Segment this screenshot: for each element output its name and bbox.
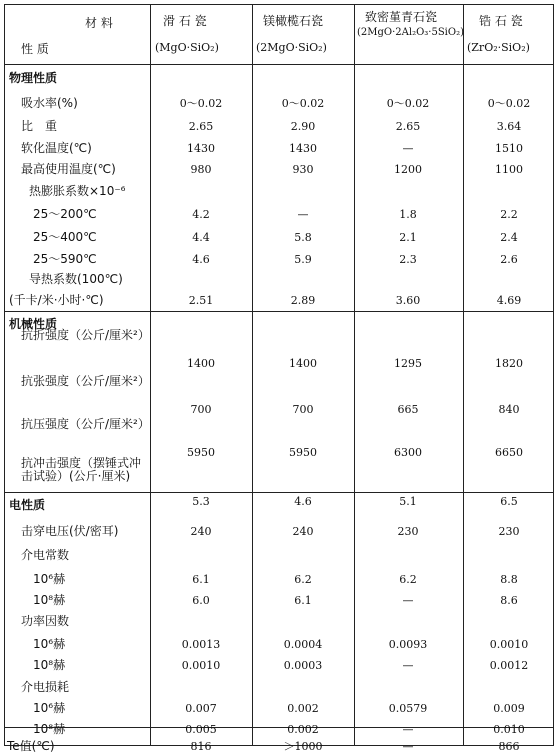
table-cell: 0.0579 — [388, 702, 428, 715]
row-label: 抗冲击强度（摆锤式冲击试验）(公斤·厘米) — [21, 456, 142, 483]
row-label: 10⁸赫 — [33, 658, 66, 672]
row-label: 10⁸赫 — [33, 722, 66, 736]
row-label: 抗折强度（公斤/厘米²） — [21, 328, 150, 342]
row-label: 10⁶赫 — [33, 572, 66, 586]
table-cell: 1295 — [394, 357, 422, 370]
header-corner-bottom: 性 质 — [21, 42, 49, 56]
table-cell: 2.51 — [188, 294, 214, 307]
table-cell: 700 — [190, 403, 212, 416]
properties-table — [4, 4, 554, 753]
table-cell: 2.89 — [290, 294, 316, 307]
row-label: 25～400℃ — [33, 230, 97, 244]
table-cell: 4.6 — [192, 253, 210, 266]
row-label: 25～200℃ — [33, 207, 97, 221]
table-cell: — — [402, 740, 414, 753]
table-cell: 2.65 — [395, 120, 421, 133]
table-cell: 230 — [397, 525, 419, 538]
table-cell: 0.002 — [287, 723, 319, 736]
table-cell: 0.0012 — [489, 659, 529, 672]
table-cell: 0.002 — [287, 702, 319, 715]
table-cell: 0.0013 — [181, 638, 221, 651]
row-label: 功率因数 — [21, 614, 70, 628]
table-cell: 840 — [498, 403, 520, 416]
table-cell: 0.007 — [185, 702, 217, 715]
column-header-cordierite: 致密堇青石瓷 — [365, 10, 438, 24]
table-cell: 0.0010 — [181, 659, 221, 672]
table-cell: — — [297, 208, 309, 221]
section-title-electrical: 电性质 — [9, 498, 46, 512]
table-cell: 1820 — [495, 357, 523, 370]
row-label: (千卡/米·小时·℃) — [9, 293, 104, 307]
table-cell: 2.65 — [188, 120, 214, 133]
table-cell: ＞1000 — [283, 740, 323, 753]
table-cell: — — [402, 594, 414, 607]
row-label: 击穿电压(伏/密耳) — [21, 524, 119, 538]
table-cell: 0.0004 — [283, 638, 323, 651]
table-cell: 5.3 — [192, 495, 210, 508]
table-cell: — — [402, 142, 414, 155]
table-cell: 930 — [292, 163, 314, 176]
table-cell: 1430 — [289, 142, 317, 155]
table-cell: 3.60 — [395, 294, 421, 307]
row-label: 导热系数(100℃) — [29, 272, 123, 286]
column-divider — [252, 5, 253, 745]
table-cell: 6.1 — [294, 594, 312, 607]
table-cell: 0～0.02 — [179, 97, 223, 110]
table-cell: 816 — [190, 740, 212, 753]
table-cell: 980 — [190, 163, 212, 176]
table-cell: 1510 — [495, 142, 523, 155]
table-cell: 0.0093 — [388, 638, 428, 651]
table-cell: — — [402, 723, 414, 736]
row-label: 比 重 — [21, 119, 58, 133]
table-cell: 2.4 — [500, 231, 518, 244]
column-formula-cordierite: (2MgO·2Al₂O₃·5SiO₂) — [357, 27, 464, 38]
column-formula-talc: (MgO·SiO₂) — [155, 41, 219, 54]
table-cell: 0～0.02 — [281, 97, 325, 110]
header-divider — [5, 64, 553, 65]
table-cell: 4.69 — [496, 294, 522, 307]
section-divider — [5, 311, 553, 312]
table-cell: 6.1 — [192, 573, 210, 586]
table-cell: 2.3 — [399, 253, 417, 266]
section-title-mechanical: 机械性质 — [9, 317, 58, 331]
section-title-physical: 物理性质 — [9, 71, 58, 85]
table-cell: 240 — [292, 525, 314, 538]
table-cell: 2.2 — [500, 208, 518, 221]
table-cell: 1430 — [187, 142, 215, 155]
table-cell: 4.6 — [294, 495, 312, 508]
table-cell: 6.2 — [294, 573, 312, 586]
table-cell: 6300 — [394, 446, 422, 459]
column-header-talc: 滑 石 瓷 — [163, 14, 207, 28]
table-cell: 0.010 — [493, 723, 525, 736]
table-cell: 6.2 — [399, 573, 417, 586]
section-divider — [5, 492, 553, 493]
header-corner-top: 材 料 — [85, 16, 113, 30]
row-label: 软化温度(℃) — [21, 141, 92, 155]
row-label: 抗压强度（公斤/厘米²） — [21, 417, 150, 431]
table-cell: 5950 — [289, 446, 317, 459]
row-label: 最高使用温度(℃) — [21, 162, 116, 176]
column-divider — [354, 5, 355, 745]
column-formula-forsterite: (2MgO·SiO₂) — [256, 41, 327, 54]
table-cell: 6.5 — [500, 495, 518, 508]
row-label: 热膨胀系数×10⁻⁶ — [29, 184, 126, 198]
row-label: 介电常数 — [21, 548, 70, 562]
row-label: 吸水率(%) — [21, 96, 78, 110]
row-label: 抗张强度（公斤/厘米²） — [21, 374, 150, 388]
table-cell: 240 — [190, 525, 212, 538]
table-cell: 1100 — [495, 163, 523, 176]
table-cell: 6.0 — [192, 594, 210, 607]
column-divider — [463, 5, 464, 745]
table-cell: — — [402, 659, 414, 672]
table-cell: 1200 — [394, 163, 422, 176]
column-header-forsterite: 镁橄榄石瓷 — [263, 14, 324, 28]
table-cell: 0.009 — [493, 702, 525, 715]
table-cell: 2.90 — [290, 120, 316, 133]
table-cell: 0.0003 — [283, 659, 323, 672]
row-label: 10⁶赫 — [33, 637, 66, 651]
column-divider — [150, 5, 151, 745]
table-cell: 0～0.02 — [386, 97, 430, 110]
table-cell: 700 — [292, 403, 314, 416]
table-cell: 4.4 — [192, 231, 210, 244]
table-cell: 6650 — [495, 446, 523, 459]
row-label: 10⁶赫 — [33, 701, 66, 715]
table-cell: 1400 — [187, 357, 215, 370]
table-cell: 5.8 — [294, 231, 312, 244]
column-formula-zircon: (ZrO₂·SiO₂) — [467, 41, 530, 54]
table-cell: 230 — [498, 525, 520, 538]
table-cell: 8.6 — [500, 594, 518, 607]
table-cell: 4.2 — [192, 208, 210, 221]
row-label: 10⁸赫 — [33, 593, 66, 607]
table-cell: 3.64 — [496, 120, 522, 133]
row-label: 25～590℃ — [33, 252, 97, 266]
table-cell: 2.1 — [399, 231, 417, 244]
table-cell: 1.8 — [399, 208, 417, 221]
table-cell: 665 — [397, 403, 419, 416]
table-cell: 8.8 — [500, 573, 518, 586]
column-header-zircon: 锆 石 瓷 — [479, 14, 523, 28]
table-cell: 2.6 — [500, 253, 518, 266]
table-cell: 5950 — [187, 446, 215, 459]
table-cell: 0.0010 — [489, 638, 529, 651]
table-cell: 5.9 — [294, 253, 312, 266]
table-cell: 0～0.02 — [487, 97, 531, 110]
table-cell: 5.1 — [399, 495, 417, 508]
table-cell: 866 — [498, 740, 520, 753]
table-cell: 1400 — [289, 357, 317, 370]
row-label: Te值(℃) — [7, 739, 55, 753]
table-cell: 0.005 — [185, 723, 217, 736]
row-label: 介电损耗 — [21, 680, 70, 694]
